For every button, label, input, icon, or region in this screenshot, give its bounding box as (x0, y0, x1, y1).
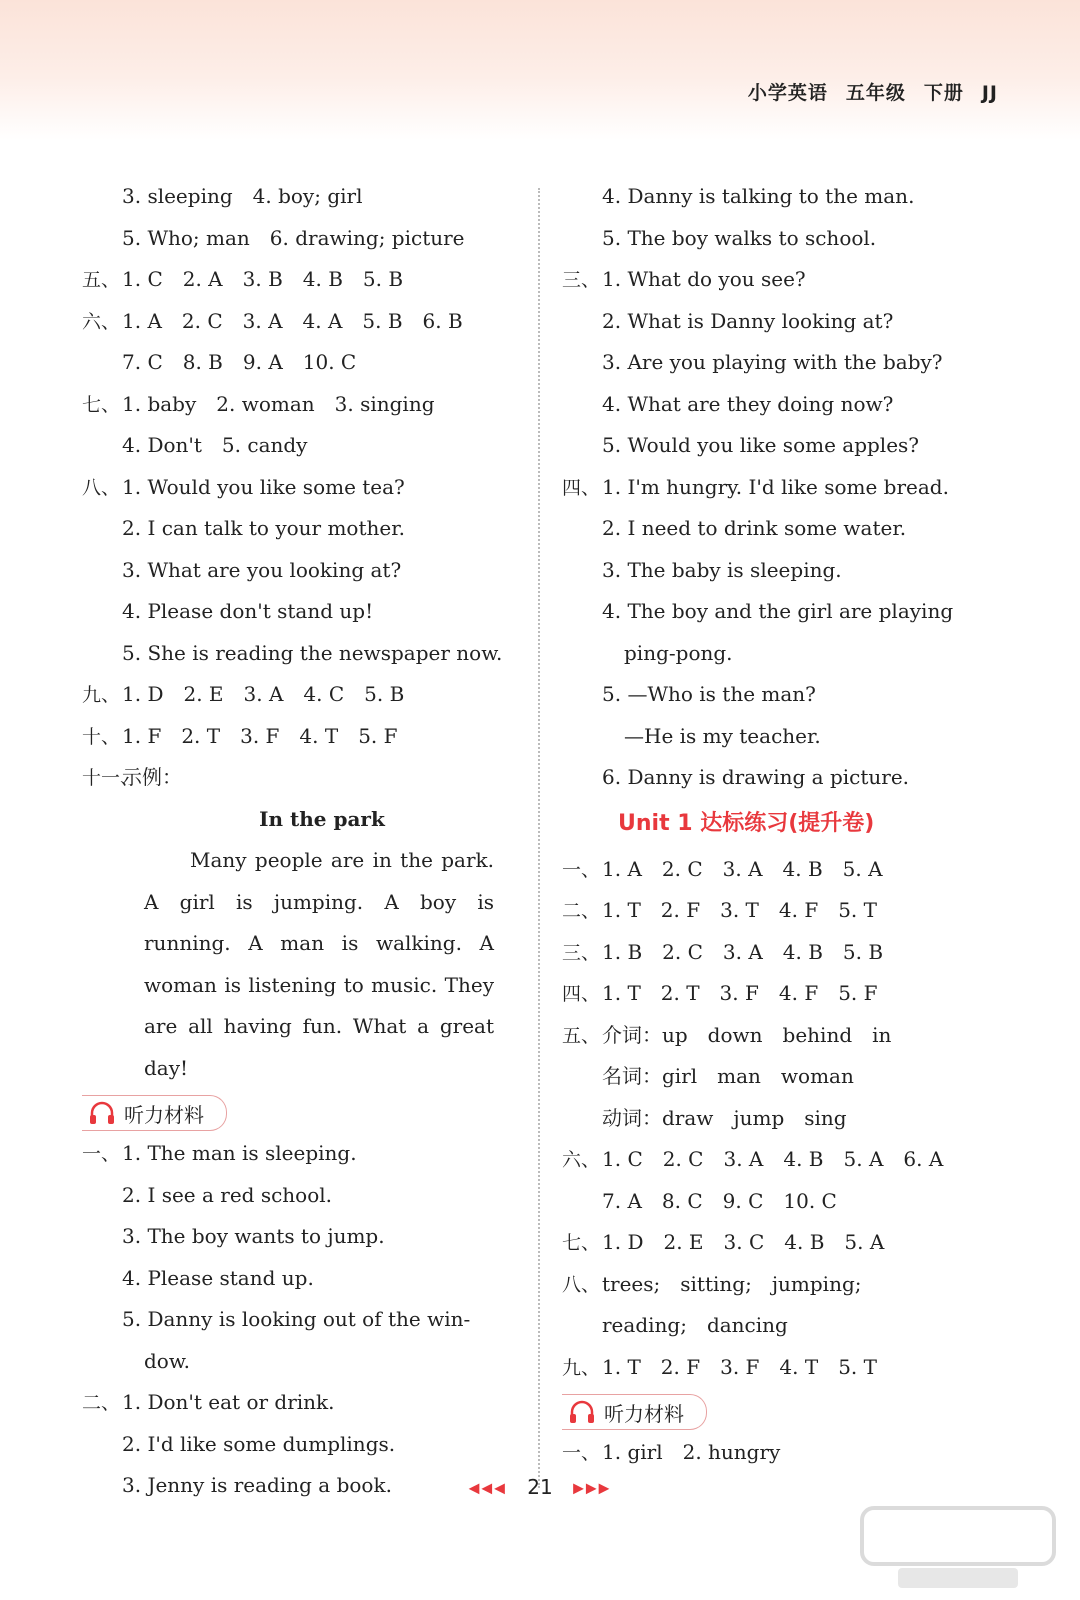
answer-line (562, 425, 1002, 467)
answer-line (562, 1098, 1002, 1140)
answer-text: 5. Danny is looking out of the win- (122, 1307, 471, 1331)
question-number: 四、 (562, 476, 601, 499)
header-volume: 下册 (923, 82, 964, 104)
answer-line (562, 508, 1002, 550)
answer-text: reading; dancing (602, 1313, 788, 1337)
answer-text: 5. —Who is the man? (602, 682, 816, 706)
answer-text: 4. Please stand up. (122, 1265, 314, 1290)
answer-text: 3. The baby is sleeping. (602, 557, 842, 582)
question-number: 四、 (562, 983, 601, 1005)
answer-line (82, 176, 522, 218)
answer-line (562, 1181, 1002, 1223)
question-number: 十一、 (82, 767, 140, 789)
answer-line (562, 342, 1002, 384)
answer-text: 1. D 2. E 3. C 4. B 5. A (602, 1230, 885, 1254)
question-number: 五、 (562, 1024, 601, 1047)
answer-text: 1. T 2. F 3. T 4. F 5. T (602, 898, 877, 922)
answer-line (562, 467, 1002, 509)
essay-title: In the park (259, 806, 385, 831)
answer-text: 2. I can talk to your mother. (122, 516, 405, 540)
answer-text: 1. I'm hungry. I'd like some bread. (602, 474, 949, 499)
answer-line (562, 633, 1002, 675)
answer-text: 2. What is Danny looking at? (602, 308, 894, 333)
answer-text: 5. She is reading the newspaper now. (122, 640, 503, 665)
answer-line (562, 716, 1002, 758)
answer-text: —He is my teacher. (624, 723, 821, 748)
answer-line (82, 508, 522, 550)
answer-line (82, 1258, 522, 1300)
listening-tag-left (82, 1095, 227, 1131)
answer-line (562, 1264, 1002, 1306)
answer-line (82, 1382, 522, 1424)
answer-text: 1. Would you like some tea? (122, 474, 405, 499)
answer-line (82, 1424, 522, 1466)
answer-line (82, 259, 522, 301)
answer-line (562, 1139, 1002, 1181)
answer-text: 4. What are they doing now? (602, 391, 894, 416)
headphones-icon (88, 1101, 116, 1125)
question-number: 六、 (562, 1149, 601, 1171)
answer-line (562, 674, 1002, 716)
page-number: 21 (527, 1475, 553, 1499)
answer-text: 3. Jenny is reading a book. (122, 1473, 392, 1497)
answer-text: dow. (144, 1348, 190, 1373)
answer-text: 1. C 2. C 3. A 4. B 5. A 6. A (602, 1147, 944, 1171)
answer-line (82, 1299, 522, 1341)
answer-text: 3. What are you looking at? (122, 557, 402, 582)
question-number: 五、 (82, 269, 121, 291)
answer-text: 1. T 2. T 3. F 4. F 5. F (602, 981, 878, 1005)
answer-text: 1. The man is sleeping. (122, 1141, 357, 1165)
prev-arrows-icon: ◀◀◀ (468, 1480, 507, 1497)
question-number: 二、 (562, 900, 601, 922)
answer-text: 4. Please don't stand up! (122, 599, 374, 623)
question-number: 二、 (82, 1392, 121, 1414)
answer-line (82, 757, 522, 799)
answer-line (562, 218, 1002, 260)
answer-text: 4. The boy and the girl are playing (602, 599, 954, 623)
answer-text: 介词：up down behind in (602, 1022, 892, 1047)
answer-line (562, 1015, 1002, 1057)
answer-line (562, 1056, 1002, 1098)
answer-text: 5. Would you like some apples? (602, 433, 920, 457)
question-number: 九、 (82, 684, 121, 706)
unit-answer-lines (562, 849, 1002, 1389)
answer-text: 1. F 2. T 3. F 4. T 5. F (122, 723, 398, 748)
watermark-logo-icon (858, 1502, 1058, 1592)
question-number: 三、 (562, 941, 601, 964)
answer-text: 1. A 2. C 3. A 4. A 5. B 6. B (122, 308, 463, 333)
answer-text: 7. C 8. B 9. A 10. C (122, 350, 357, 374)
answer-text: 5. The boy walks to school. (602, 225, 877, 250)
question-number: 六、 (82, 310, 121, 333)
unit-title: Unit 1 达标练习(提升卷) (618, 810, 875, 836)
answer-line (562, 932, 1002, 974)
left-column (82, 176, 522, 1507)
answer-line (562, 973, 1002, 1015)
header-subject: 小学英语 (747, 82, 828, 104)
answer-text: 2. I see a red school. (122, 1182, 333, 1207)
answer-line (562, 757, 1002, 799)
next-arrows-icon: ▶▶▶ (573, 1480, 612, 1497)
answer-line (82, 1216, 522, 1258)
answer-line (82, 633, 522, 675)
question-number: 八、 (82, 476, 121, 499)
listening-tag-right (562, 1394, 707, 1430)
answer-line (562, 591, 1002, 633)
headphones-icon (568, 1400, 596, 1424)
answer-text: 2. I'd like some dumplings. (122, 1431, 396, 1456)
answer-line (562, 550, 1002, 592)
answer-line (562, 1222, 1002, 1264)
header-grade: 五年级 (845, 82, 906, 104)
question-number: 三、 (562, 269, 601, 291)
answer-text: 7. A 8. C 9. C 10. C (602, 1188, 837, 1213)
answer-text: 1. A 2. C 3. A 4. B 5. A (602, 856, 883, 881)
answer-text: 6. Danny is drawing a picture. (602, 765, 910, 789)
question-number: 七、 (82, 393, 121, 416)
right-column (562, 176, 1002, 1474)
answer-line (562, 1432, 1002, 1474)
answer-text: 4. Danny is talking to the man. (602, 184, 915, 208)
answer-text: 4. Don't 5. candy (122, 433, 308, 457)
answer-line (562, 259, 1002, 301)
question-number: 九、 (562, 1356, 601, 1379)
answer-text: 1. What do you see? (602, 267, 806, 291)
answer-text: 5. Who; man 6. drawing; picture (122, 225, 465, 250)
answer-line (82, 674, 522, 716)
page-footer (0, 1475, 1080, 1499)
answer-text: trees; sitting; jumping; (602, 1271, 862, 1296)
header-edition: JJ (981, 82, 998, 104)
answer-text: 示例： (122, 765, 182, 789)
answer-text: 1. D 2. E 3. A 4. C 5. B (122, 682, 405, 706)
answer-line (562, 301, 1002, 343)
answer-text: 1. baby 2. woman 3. singing (122, 391, 435, 416)
answer-text: 3. Are you playing with the baby? (602, 350, 943, 374)
answer-line (82, 301, 522, 343)
column-divider (538, 188, 540, 1488)
question-number: 一、 (562, 1442, 601, 1464)
answer-line (82, 1175, 522, 1217)
answer-text: 3. sleeping 4. boy; girl (122, 184, 363, 208)
listening-label-left: 听力材料 (124, 1102, 204, 1127)
answer-line (82, 218, 522, 260)
question-number: 七、 (562, 1232, 601, 1254)
answer-line (82, 425, 522, 467)
answer-line (562, 1305, 1002, 1347)
answer-line (82, 550, 522, 592)
question-number: 八、 (562, 1273, 601, 1296)
listening-right-lines (562, 1432, 1002, 1474)
answer-line (82, 467, 522, 509)
listening-left-lines (82, 1133, 522, 1507)
question-number: 一、 (82, 1143, 121, 1165)
left-answer-lines (82, 176, 522, 799)
answer-line (562, 890, 1002, 932)
question-number: 一、 (562, 858, 601, 881)
answer-text: 1. C 2. A 3. B 4. B 5. B (122, 267, 404, 291)
answer-text: 1. girl 2. hungry (602, 1440, 781, 1464)
answer-line (82, 716, 522, 758)
answer-line (82, 1133, 522, 1175)
answer-text: 2. I need to drink some water. (602, 516, 907, 540)
answer-line (562, 384, 1002, 426)
answer-line (82, 342, 522, 384)
answer-text: ping-pong. (624, 640, 733, 665)
answer-text: 1. T 2. F 3. F 4. T 5. T (602, 1354, 877, 1379)
listening-label-right: 听力材料 (604, 1401, 684, 1426)
answer-line (82, 384, 522, 426)
header-band (0, 0, 1080, 140)
answer-line (82, 1341, 522, 1383)
page-header (730, 78, 998, 105)
right-answer-lines (562, 176, 1002, 799)
answer-text: 3. The boy wants to jump. (122, 1224, 385, 1248)
essay-body: Many people are in the park. A girl is jumping. A boy is running. A man is walking. A woman is listening to music. They are all having fun. What a great day! (144, 848, 494, 1080)
answer-line (562, 176, 1002, 218)
question-number: 十、 (82, 725, 121, 748)
answer-text: 1. B 2. C 3. A 4. B 5. B (602, 939, 884, 964)
answer-line (562, 1347, 1002, 1389)
answer-text: 动词：draw jump sing (602, 1105, 847, 1130)
answer-text: 1. Don't eat or drink. (122, 1390, 335, 1414)
answer-line (82, 591, 522, 633)
answer-line (562, 849, 1002, 891)
answer-text: 名词：girl man woman (602, 1064, 854, 1088)
